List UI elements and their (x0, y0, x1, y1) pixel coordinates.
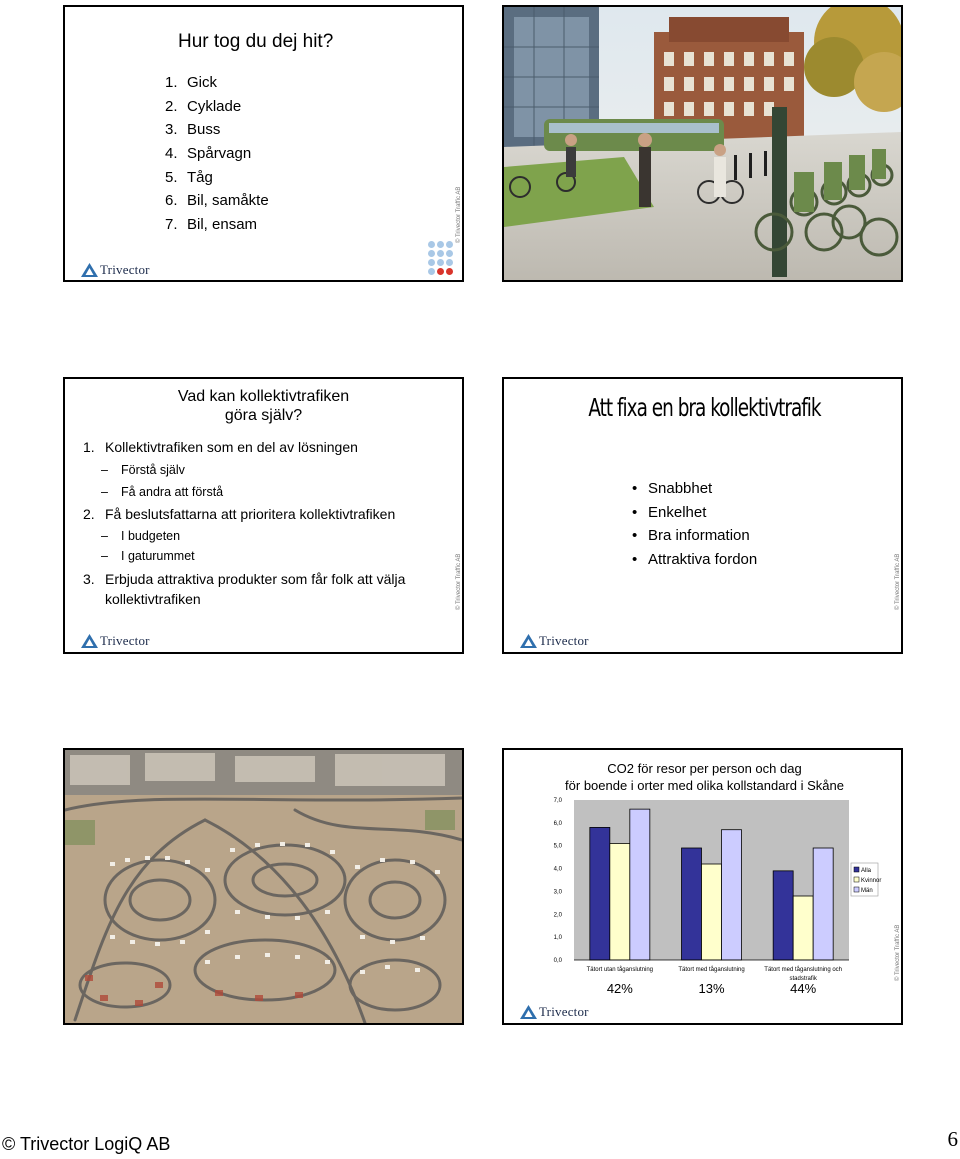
legend-label: Kvinnor (861, 878, 882, 884)
watermark: © Trivector Traffic AB (895, 924, 901, 981)
list-item: • Attraktiva fordon (632, 548, 757, 572)
list-item: 2. Cyklade (165, 97, 242, 115)
x-tick-label: stadstrafik (789, 976, 817, 982)
y-tick-label: 5,0 (553, 843, 562, 850)
page-number: 6 (947, 1127, 958, 1151)
list-item-continuation: kollektivtrafiken (105, 591, 201, 607)
bar (722, 830, 742, 960)
percentage-label: 44% (790, 981, 817, 996)
x-tick-label: Tätort med tåganslutning och (764, 967, 843, 973)
watermark: © Trivector Traffic AB (895, 553, 901, 610)
list-item: 3. Erbjuda attraktiva produkter som får folk att välja (83, 571, 406, 587)
slide-3 (63, 377, 464, 654)
slide-4-title: Att fixa en bra kollektivtrafik (588, 393, 821, 422)
x-tick-label: Tätort med tåganslutning (678, 967, 745, 973)
y-tick-label: 3,0 (553, 889, 562, 896)
slide-4 (502, 377, 903, 654)
triangle-logo-icon (81, 263, 98, 277)
slide-2-photo (502, 5, 903, 282)
bar (610, 843, 630, 960)
y-tick-label: 2,0 (553, 912, 562, 919)
list-item: • Snabbhet (632, 477, 757, 501)
watermark: © Trivector Traffic AB (456, 553, 462, 610)
chart-title: CO2 för resor per person och dag för boende i orter med olika kollstandard i Skåne (565, 761, 844, 793)
city-tram-photo (504, 7, 901, 280)
y-tick-label: 6,0 (553, 820, 562, 827)
bar (702, 864, 722, 960)
trivector-logo: Trivector (81, 633, 150, 649)
slide-1 (63, 5, 464, 282)
y-tick-label: 4,0 (553, 866, 562, 873)
co2-bar-chart (504, 750, 901, 1023)
trivector-logo: Trivector (520, 633, 589, 649)
legend-label: Män (861, 888, 873, 894)
bar (682, 848, 702, 960)
trivector-logo: Trivector (81, 262, 150, 278)
legend-swatch (854, 877, 859, 882)
list-item: 3. Buss (165, 121, 221, 139)
legend-swatch (854, 867, 859, 872)
triangle-logo-icon (81, 634, 98, 648)
trivector-logo: Trivector (520, 1004, 589, 1020)
voting-keypad-icon (428, 241, 453, 275)
answer-options-list (165, 71, 269, 237)
triangle-logo-icon (520, 1005, 537, 1019)
triangle-logo-icon (520, 634, 537, 648)
bar (630, 809, 650, 960)
list-item: • Enkelhet (632, 501, 757, 525)
list-item: 1. Gick (165, 74, 217, 91)
bar (813, 848, 833, 960)
y-tick-label: 1,0 (553, 935, 562, 942)
percentage-label: 42% (606, 981, 633, 996)
bar (773, 871, 793, 960)
footer-copyright: © Trivector LogiQ AB (2, 1134, 171, 1154)
slide-6-chart (502, 748, 903, 1025)
bar (590, 827, 610, 960)
slide-5-photo (63, 748, 464, 1025)
list-item: 6. Bil, samåkte (165, 192, 269, 210)
legend-label: Alla (861, 868, 872, 874)
x-tick-label: Tätort utan tåganslutning (586, 967, 654, 973)
list-item: 5. Tåg (165, 168, 213, 186)
sub-list-item: – I budgeten (101, 529, 180, 543)
list-item: • Bra information (632, 524, 757, 548)
list-item: 4. Spårvagn (165, 145, 252, 163)
list-item: 2. Få beslutsfattarna att prioritera kollektivtrafiken (83, 506, 396, 522)
legend-swatch (854, 887, 859, 892)
suburban-aerial-photo (65, 750, 462, 1023)
y-tick-label: 0,0 (553, 958, 562, 964)
sub-list-item: – I gaturummet (101, 549, 195, 563)
slide-4-bullets (632, 477, 757, 571)
list-item: 1. Kollektivtrafiken som en del av lösningen (83, 439, 358, 455)
bar (793, 896, 813, 960)
y-tick-label: 7,0 (553, 798, 562, 804)
sub-list-item: – Förstå själv (101, 463, 185, 477)
watermark: © Trivector Traffic AB (456, 186, 462, 243)
list-item: 7. Bil, ensam (165, 216, 258, 234)
percentage-label: 13% (698, 981, 725, 996)
sub-list-item: – Få andra att förstå (101, 485, 223, 499)
slide-1-title: Hur tog du dej hit? (178, 31, 334, 52)
slide-3-title: Vad kan kollektivtrafiken göra själv? (177, 388, 350, 424)
